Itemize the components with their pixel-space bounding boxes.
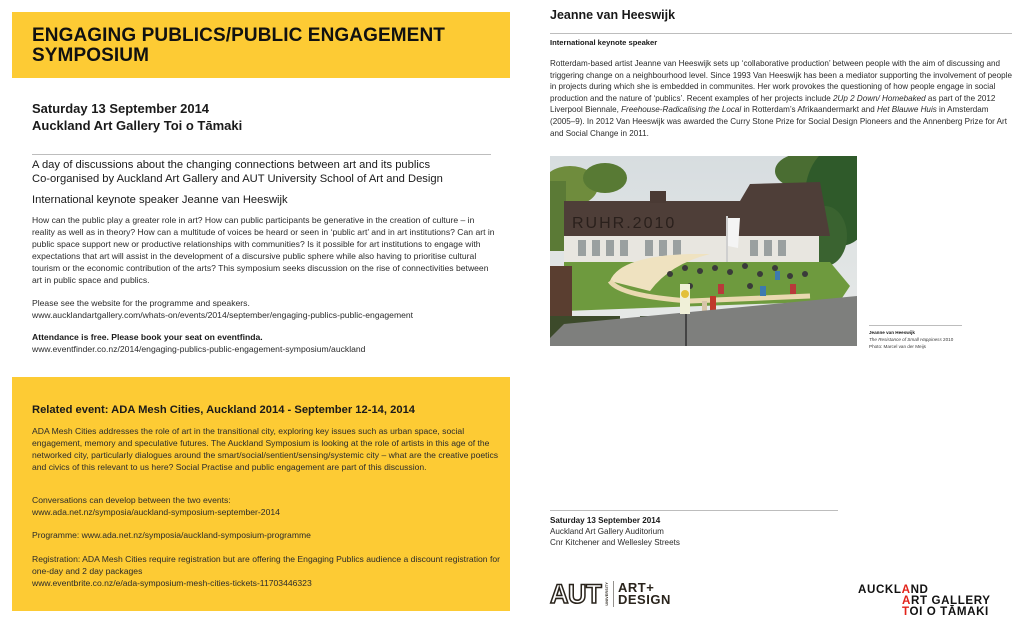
caption-year: 2010 bbox=[941, 337, 954, 342]
divider bbox=[550, 510, 838, 511]
registration-text: Registration: ADA Mesh Cities require registration but are offering the Engaging Publics audience a discount registration for one-day and 2 day packages bbox=[32, 554, 500, 576]
page-title bbox=[32, 26, 502, 66]
intro-line-2: Co-organised by Auckland Art Gallery and AUT University School of Art and Design bbox=[32, 173, 443, 185]
speaker-role: International keynote speaker bbox=[550, 38, 658, 47]
aag-accent-letter: A bbox=[901, 583, 911, 596]
ada-symposium-link[interactable]: www.ada.net.nz/symposia/auckland-symposium-september-2014 bbox=[32, 507, 280, 517]
auckland-art-gallery-logo bbox=[858, 584, 991, 618]
caption-divider bbox=[869, 325, 962, 326]
aag-text: ND bbox=[910, 583, 929, 596]
title-line-1: ENGAGING PUBLICS/PUBLIC ENGAGEMENT bbox=[32, 25, 445, 46]
divider bbox=[32, 154, 491, 155]
attendance-info bbox=[32, 331, 497, 355]
aut-art-design-logo bbox=[550, 578, 671, 610]
website-intro: Please see the website for the programme and speakers. bbox=[32, 298, 250, 308]
aut-logo-letters: AUT bbox=[550, 578, 602, 609]
artwork-photo bbox=[550, 156, 857, 346]
divider bbox=[550, 33, 1012, 34]
aag-text: OI O TĀMAKI bbox=[909, 605, 989, 619]
venue-place: Auckland Art Gallery Auditorium bbox=[550, 527, 664, 536]
aag-accent-letter: T bbox=[902, 605, 910, 619]
bio-text: in Amsterdam (2005–9). In 2012 Van Heeswijk was awarded the Curry Stone Prize for Social Design Pioneers and the Annenberg Prize for Art and Social Change in 2011. bbox=[550, 105, 1007, 138]
bio-text: Rotterdam-based artist Jeanne van Heeswijk sets up ‘collaborative production’ between people with the aim of discussing and triggering change on a neighbourhood level. Since 1993 Van Heeswijk has been a mediator supporting the involvement of people in projects during which she is embedded in communites. Her work provokes the questioning of how people engage in social production and the nature of ‘publics’. Recent examples of her projects include bbox=[550, 59, 1012, 103]
intro-block bbox=[32, 158, 502, 186]
conversations-info bbox=[32, 494, 502, 518]
venue-info bbox=[550, 515, 680, 548]
caption-title: The Resistance of Small Happiness bbox=[869, 337, 942, 342]
title-line-2: SYMPOSIUM bbox=[32, 45, 150, 66]
roof-text: RUHR.2010 bbox=[572, 215, 677, 232]
aag-text: RT GALLERY bbox=[910, 594, 991, 608]
bio-text: as part of the 2012 Liverpool Biennale, bbox=[550, 93, 996, 115]
caption-credit: Photo: Marcel van der Meijs bbox=[869, 344, 926, 349]
project-title: Het Blauwe Huis bbox=[876, 105, 937, 115]
logo-divider bbox=[613, 581, 614, 607]
description-paragraph: How can the public play a greater role in art? How can public participants be generative in the creation of culture – in reality as well as in theory? How can a multitude of voices be heard or seen in ‘public art’ and in art institutions? Can art in public space support new or productive relationships with communities? Is it possible for art institutions to engage with expectations that art will assist in the development of a discursive public sphere while also having to prioritise cultural tourism or the economic contribution of the arts? This symposium seeks discussion on the rise of connectivities between art in public space and publics. bbox=[32, 215, 495, 285]
project-title: 2Up 2 Down/ Homebaked bbox=[833, 93, 926, 103]
eventfinda-link[interactable]: www.eventfinder.co.nz/2014/engaging-publics-public-engagement-symposium/auckland bbox=[32, 344, 366, 354]
eventbrite-link[interactable]: www.eventbrite.co.nz/e/ada-symposium-mesh-cities-tickets-11703446323 bbox=[32, 578, 312, 588]
art-design-line-2: DESIGN bbox=[618, 592, 671, 607]
venue-address: Cnr Kitchener and Wellesley Streets bbox=[550, 538, 680, 547]
venue-date: Saturday 13 September 2014 bbox=[550, 516, 661, 525]
aut-university-label: UNIVERSITY bbox=[605, 582, 609, 606]
website-info bbox=[32, 297, 497, 321]
conversations-text: Conversations can develop between the two events: bbox=[32, 495, 231, 505]
keynote-heading: International keynote speaker Jeanne van Heeswijk bbox=[32, 194, 288, 206]
art-design-wordmark bbox=[618, 579, 671, 607]
photo-caption bbox=[869, 329, 953, 350]
related-event-title: Related event: ADA Mesh Cities, Auckland 2014 - September 12-14, 2014 bbox=[32, 404, 416, 416]
aag-text: AUCKL bbox=[858, 583, 902, 596]
caption-artist: Jeanne van Heeswijk bbox=[869, 330, 915, 335]
title-banner bbox=[12, 12, 510, 78]
speaker-name: Jeanne van Heeswijk bbox=[550, 8, 676, 22]
project-title: Freehouse-Radicalising the Local bbox=[621, 105, 742, 115]
intro-line-1: A day of discussions about the changing connections between art and its publics bbox=[32, 159, 431, 171]
speaker-bio bbox=[550, 58, 1015, 139]
related-event-description: ADA Mesh Cities addresses the role of art in the transitional city, exploring key issues such as urban space, social engagement, memory and speculative futures. The Auckland Symposium is looking at the role of artists in this age of the networked city, particularly dialogues around the smart/social/sentient/sensing/systemic city – what are the creative poetics and civics of this relevant to us here? Social Practise and public engagement are part of this discussion. bbox=[32, 426, 499, 472]
event-date: Saturday 13 September 2014 bbox=[32, 101, 210, 116]
event-date-venue bbox=[32, 100, 242, 134]
attendance-text: Attendance is free. Please book your seat on eventfinda. bbox=[32, 332, 263, 342]
photo-image bbox=[550, 156, 857, 346]
registration-info bbox=[32, 553, 502, 589]
aag-accent-letter: A bbox=[902, 594, 911, 608]
related-event-box bbox=[12, 377, 510, 611]
aag-line-3 bbox=[858, 606, 991, 617]
bio-text: in Rotterdam’s Afrikaandermarkt and bbox=[741, 105, 877, 115]
programme-link[interactable]: Programme: www.ada.net.nz/symposia/auckland-symposium-programme bbox=[32, 530, 311, 540]
art-design-line-1: ART+ bbox=[618, 579, 655, 595]
website-link[interactable]: www.aucklandartgallery.com/whats-on/events/2014/september/engaging-publics-public-engagement bbox=[32, 310, 414, 320]
caption-work bbox=[869, 336, 953, 343]
event-venue: Auckland Art Gallery Toi o Tāmaki bbox=[32, 118, 243, 133]
